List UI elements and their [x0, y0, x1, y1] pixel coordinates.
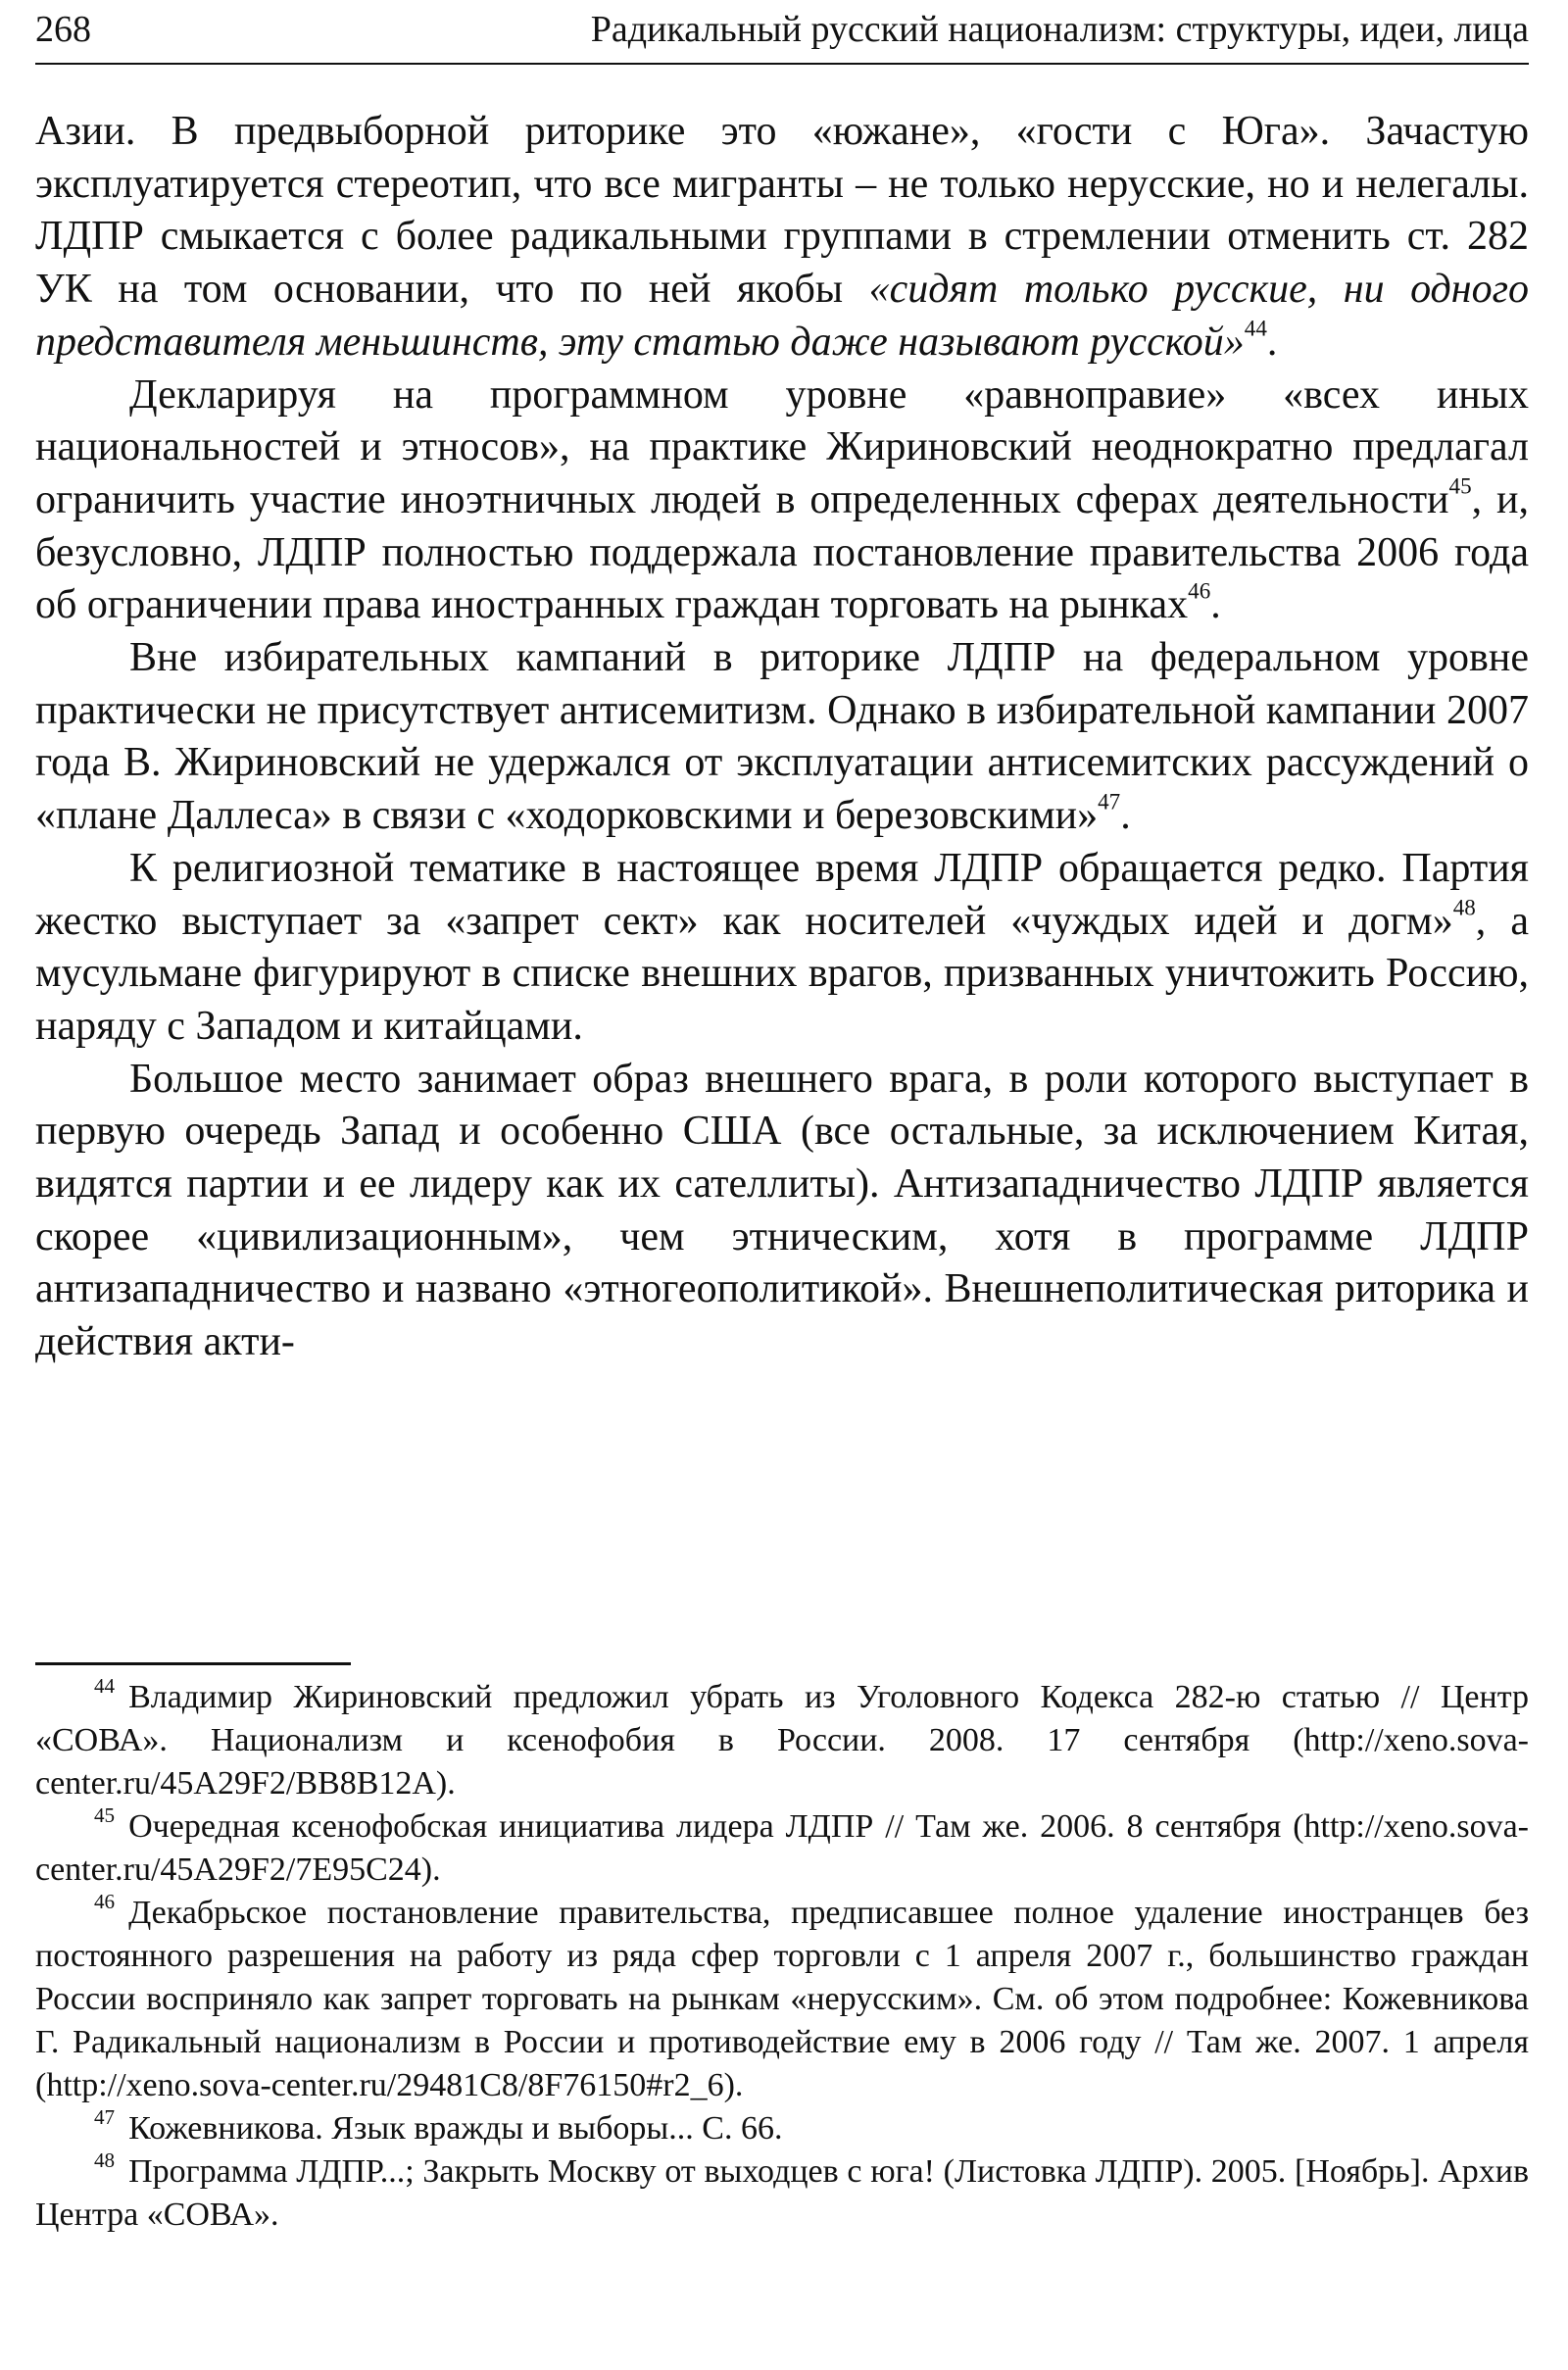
footnote-number: 48 — [94, 2148, 116, 2173]
footnote: $^{45}$ Очередная ксенофобская инициатива лидера ЛДПР // Там же. 2006. 8 сентября (http://xeno.sova-center.ru/45A29F2/7E95C24). — [35, 1803, 1529, 1888]
paragraph: К религиозной тематике в настоящее время ЛДПР обращается редко. Партия жестко выступает за «запрет сект» как носителей «чуждых идей и догм»$^{48}$, а мусульмане фигурируют в списке внешних врагов, призванных уничтожить Россию, наряду с Западом и китайцами. — [35, 845, 1529, 1049]
footnote-ref: 48 — [1452, 893, 1476, 919]
paragraph: Азии. В предвыборной риторике это «южане», «гости с Юга». Зачастую эксплуатируется стереотип, что все мигранты – не только нерусские, но и нелегалы. ЛДПР смыкается с более радикальными группами в стремлении отменить ст. 282 УК на том основании, что по ней якобы «сидят только русские, ни одного представителя меньшинств, эту статью даже называют русской»$^{44}$. — [35, 109, 1529, 365]
paragraph: Вне избирательных кампаний в риторике ЛДПР на федеральном уровне практически не присутствует антисемитизм. Однако в избирательной кампании 2007 года В. Жириновский не удержался от эксплуатации антисемитских рассуждений о «плане Даллеса» в связи с «ходорковскими и березовскими»$^{47}$. — [35, 635, 1529, 839]
footnote: $^{47}$ Кожевникова. Язык вражды и выборы... С. 66. — [94, 2105, 783, 2147]
main-text — [35, 106, 1529, 1369]
page-number: 268 — [35, 9, 91, 50]
footnote-separator — [35, 1662, 351, 1665]
running-title: Радикальный русский национализм: структуры, идеи, лица — [590, 9, 1529, 50]
footnote: $^{44}$ Владимир Жириновский предложил убрать из Уголовного Кодекса 282-ю статью // Центр «СОВА». Национализм и ксенофобия в России. 2008. 17 сентября (http://xeno.sova-center.ru/45A29F2/BB8B12A). — [35, 1674, 1529, 1802]
footnote-number: 44 — [94, 1674, 116, 1699]
footnote: $^{46}$ Декабрьское постановление правительства, предписавшее полное удаление иностранцев без постоянного разрешения на работу из ряда сфер торговли с 1 апреля 2007 г., большинство граждан России восприняло как запрет торговать на рынкам «нерусским». См. об этом подробнее: Кожевникова Г. Радикальный национализм в России и противодействие ему в 2006 году // Там же. 2007. 1 апреля (http://xeno.sova-center.ru/29481C8/8F76150#r2_6). — [35, 1890, 1529, 2103]
footnote-number: 47 — [94, 2105, 116, 2130]
footnote-ref: 47 — [1098, 788, 1121, 815]
italic-quote: «сидят только русские, ни одного представителя меньшинств, эту статью даже называют русской» — [35, 267, 1529, 365]
paragraph: Декларируя на программном уровне «равноправие» «всех иных национальностей и этносов», на практике Жириновский неоднократно предлагал ограничить участие иноэтничных людей в определенных сферах деятельности$^{45}$, и, безусловно, ЛДПР полностью поддержала постановление правительства 2006 года об ограничении права иностранных граждан торговать на рынках$^{46}$. — [35, 371, 1529, 628]
paragraph: Большое место занимает образ внешнего врага, в роли которого выступает в первую очередь Запад и особенно США (все остальные, за исключением Китая, видятся партии и ее лидеру как их сателлиты). Антизападничество ЛДПР является скорее «цивилизационным», чем этническим, хотя в программе ЛДПР антизападничество и названо «этногеополитикой». Внешнеполитическая риторика и действия акти- — [35, 1056, 1529, 1365]
footnote-ref: 44 — [1244, 315, 1267, 341]
footnote-number: 45 — [94, 1803, 116, 1828]
footnote-ref: 46 — [1188, 577, 1211, 604]
footnotes — [35, 1676, 1529, 2237]
running-head — [35, 4, 1529, 65]
footnote-number: 46 — [94, 1890, 116, 1914]
footnote-ref: 45 — [1448, 472, 1472, 499]
footnote: $^{48}$ Программа ЛДПР...; Закрыть Москву от выходцев с юга! (Листовка ЛДПР). 2005. [Ноябрь]. Архив Центра «СОВА». — [35, 2148, 1529, 2233]
